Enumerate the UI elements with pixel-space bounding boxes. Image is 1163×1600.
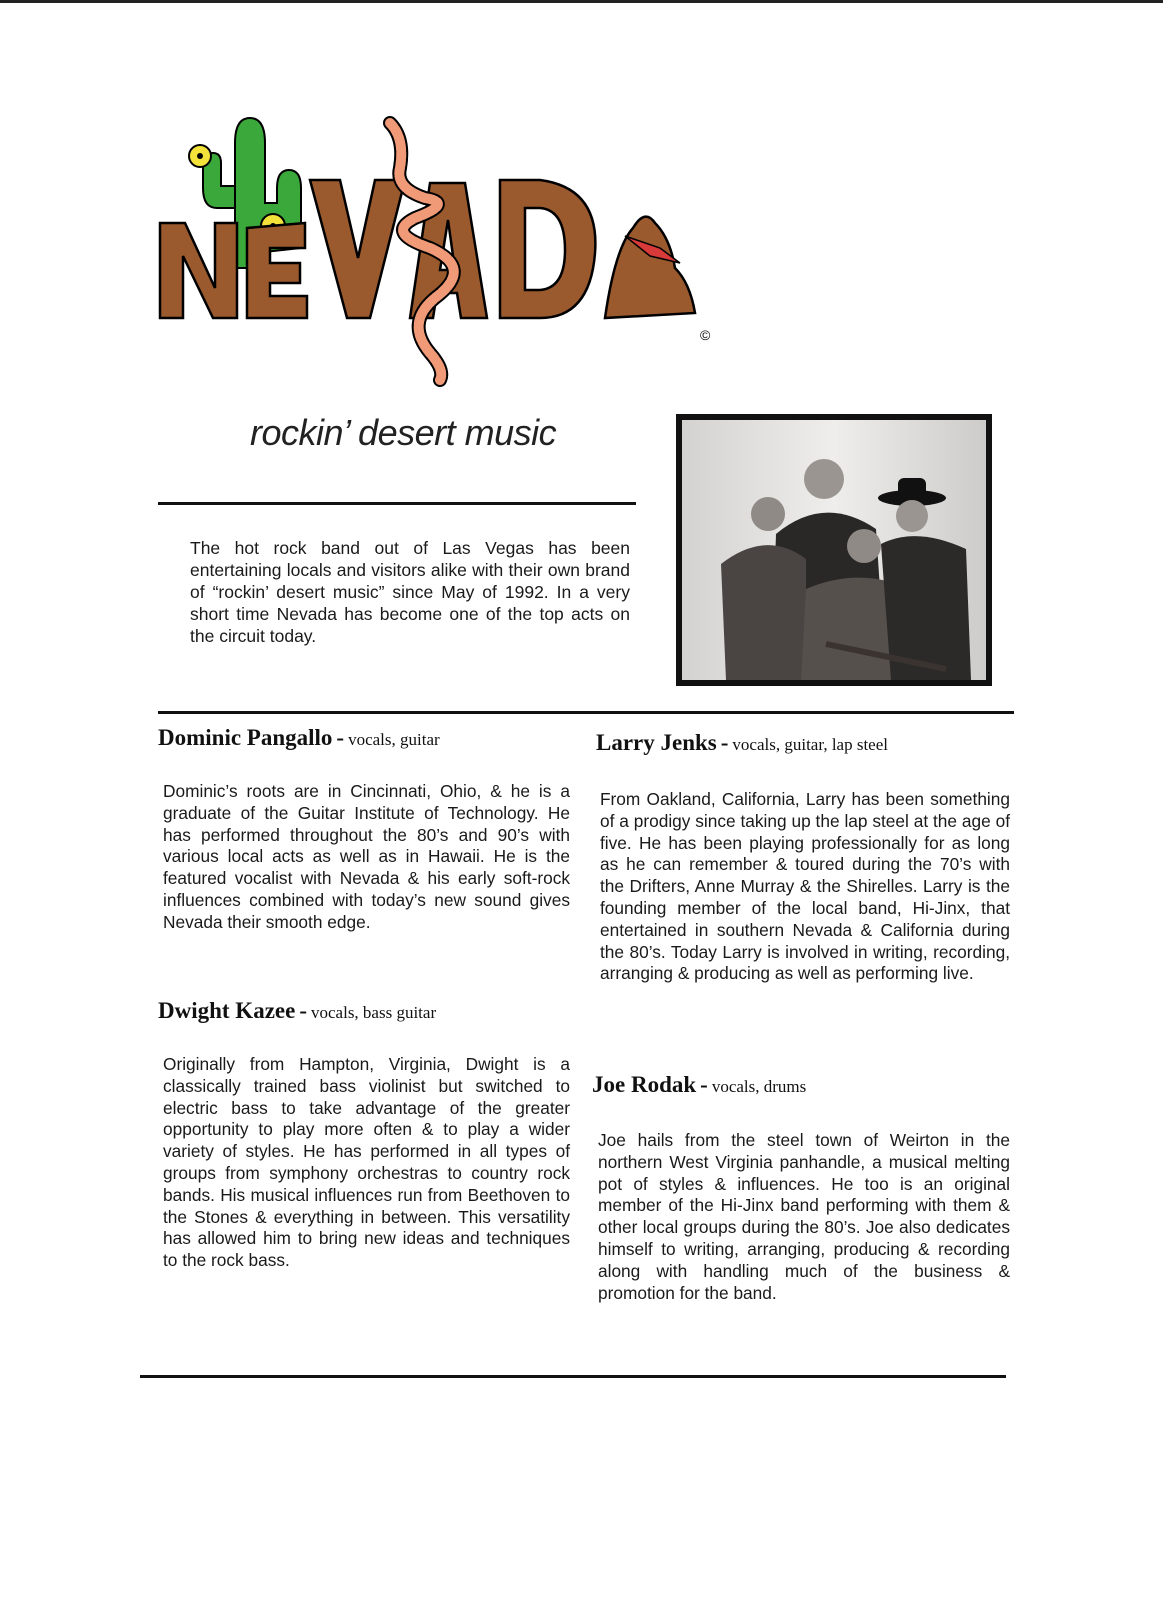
- member-bio: Joe hails from the steel town of Weirton in the northern West Virginia panhandle, a musical melting pot of styles & influences. He too is an original member of the Hi-Jinx band performing with them & other local groups during the 80’s. Joe also dedicates himself to writing, arranging, producing & recording along with handling much of the business & promotion for the band.: [598, 1130, 1010, 1303]
- member-heading: [592, 1072, 1010, 1098]
- member-heading: [158, 998, 570, 1024]
- divider-rule: [158, 502, 636, 505]
- member-role: vocals, drums: [711, 1077, 807, 1096]
- heading-dash: -: [700, 1072, 708, 1097]
- member-bio: Originally from Hampton, Virginia, Dwight is a classically trained bass violinist but switched to electric bass to take advantage of the greater opportunity to play more often & to play a wider variety of styles. He has performed in all types of groups from symphony orchestras to country rock bands. His musical influences run from Beethoven to the Stones & everything in between. This versatility has allowed him to bring new ideas and techniques to the rock bass.: [163, 1054, 570, 1271]
- page-edge: [0, 0, 1163, 3]
- member-role: vocals, guitar, lap steel: [732, 735, 888, 754]
- member-role: vocals, guitar: [348, 730, 440, 749]
- member-joe-rodak: [592, 1072, 1010, 1304]
- member-name: Dominic Pangallo: [158, 725, 333, 750]
- member-larry-jenks: [596, 730, 1010, 985]
- section-divider: [158, 711, 1014, 714]
- intro-paragraph: The hot rock band out of Las Vegas has been entertaining locals and visitors alike with their own brand of “rockin’ desert music” since May of 1992. In a very short time Nevada has become one of the top acts on the circuit today.: [190, 538, 630, 646]
- member-heading: [596, 730, 1010, 756]
- member-bio: From Oakland, California, Larry has been something of a prodigy since taking up the lap steel at the age of five. He has been playing professionally for as long as he can remember & toured during the 70’s with the Drifters, Anne Murray & the Shirelles. Larry is the founding member of the local band, Hi-Jinx, that entertained in southern Nevada & California during the 80’s. Today Larry is involved in writing, recording, arranging & producing as well as performing live.: [600, 789, 1010, 984]
- member-bio: Dominic’s roots are in Cincinnati, Ohio, & he is a graduate of the Guitar Institute of Technology. He has performed throughout the 80’s and 90’s with various local acts as well as in Hawaii. He is the featured vocalist with Nevada & his early soft-rock influences combined with today’s new sound gives Nevada their smooth edge.: [163, 781, 570, 932]
- member-dominic-pangallo: [158, 725, 570, 934]
- member-name: Dwight Kazee: [158, 998, 296, 1023]
- member-name: Joe Rodak: [592, 1072, 697, 1097]
- tagline: rockin’ desert music: [250, 412, 557, 453]
- band-photo-image: [676, 414, 992, 686]
- heading-dash: -: [720, 730, 729, 755]
- nevada-logo-art: [155, 108, 755, 398]
- heading-dash: -: [336, 725, 345, 750]
- member-dwight-kazee: [158, 998, 570, 1272]
- member-role: vocals, bass guitar: [311, 1003, 437, 1022]
- member-heading: [158, 725, 570, 751]
- footer-rule: [140, 1375, 1006, 1378]
- heading-dash: -: [299, 998, 307, 1023]
- band-photo: [676, 414, 992, 686]
- copyright-mark: ©: [700, 327, 711, 343]
- nevada-logo: [155, 108, 755, 398]
- member-name: Larry Jenks: [596, 730, 717, 755]
